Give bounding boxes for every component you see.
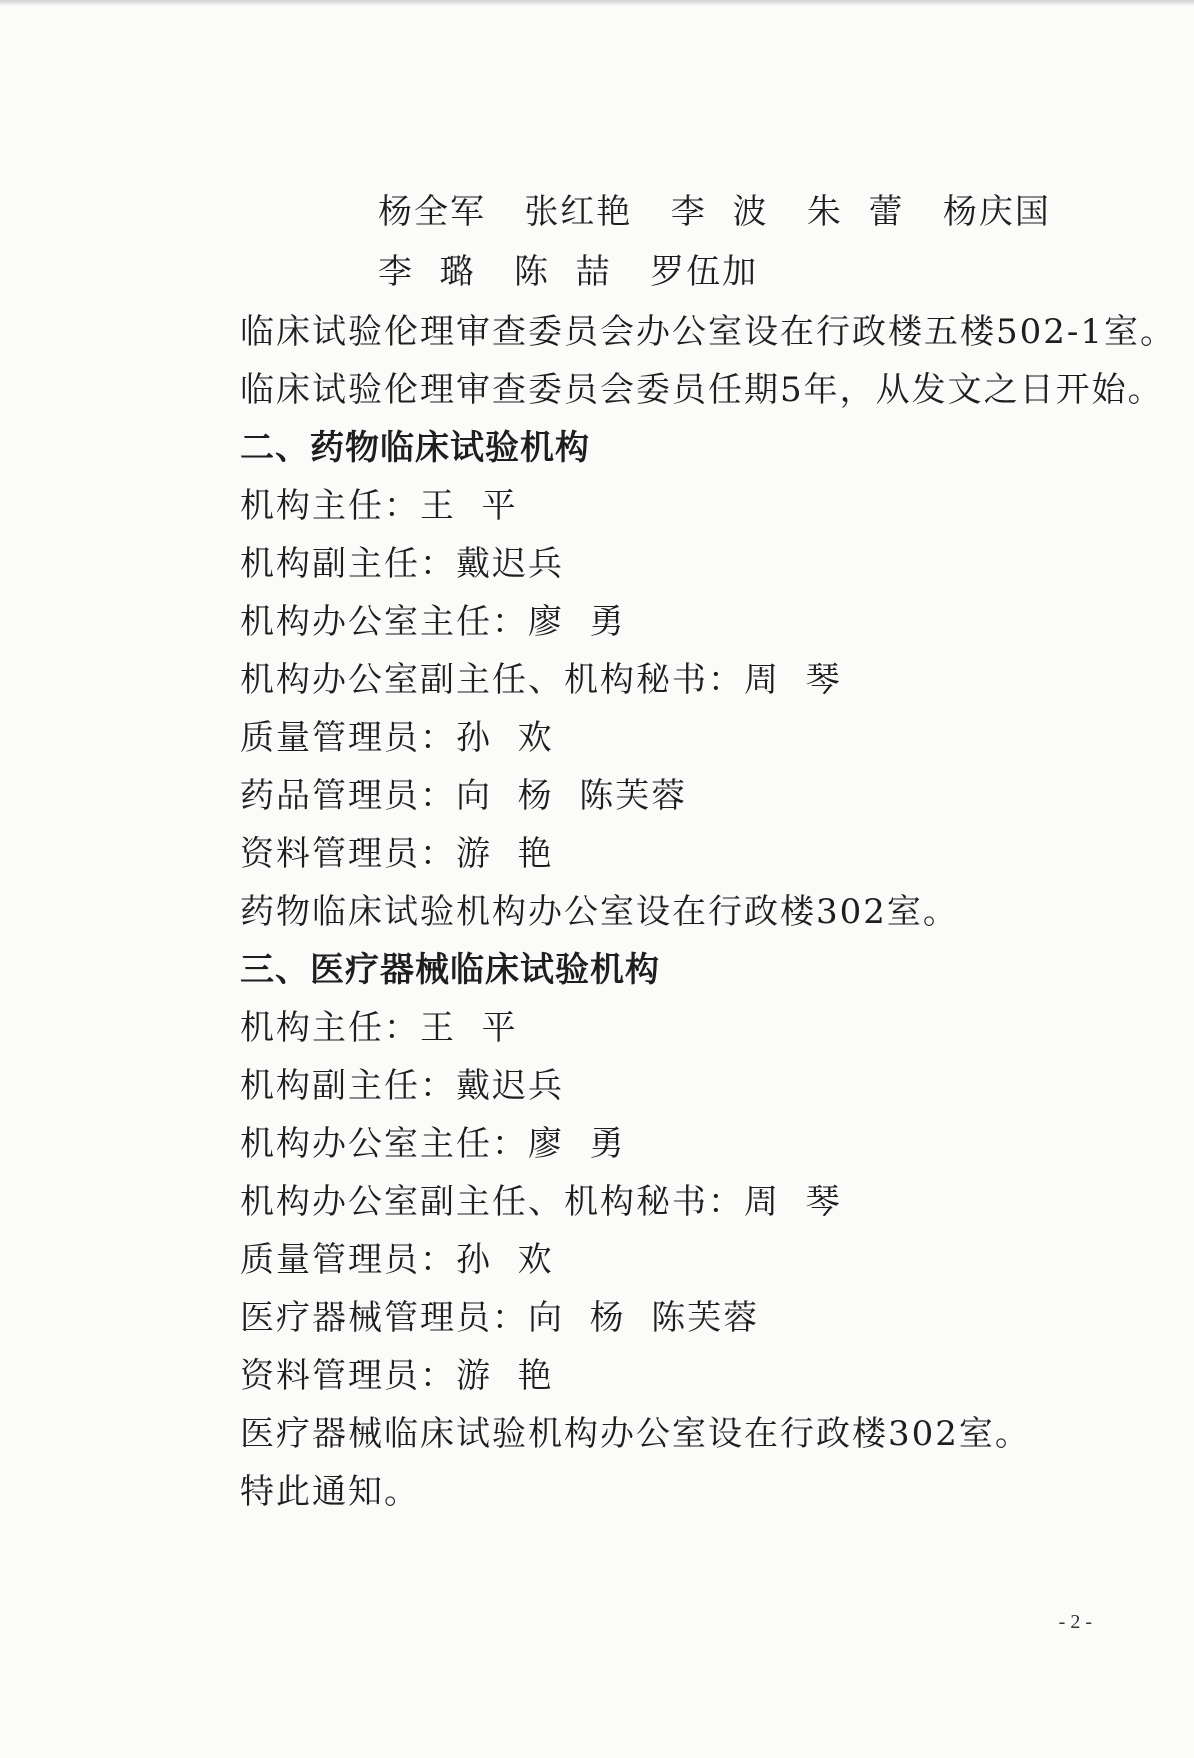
closing-notice: 特此通知。 (240, 1472, 420, 1512)
ethics-office-location: 临床试验伦理审查委员会办公室设在行政楼五楼502-1室。 (240, 312, 1177, 352)
ethics-committee-term: 临床试验伦理审查委员会委员任期5年，从发文之日开始。 (240, 370, 1164, 410)
device-quality-manager: 质量管理员：孙 欢 (240, 1240, 554, 1280)
drug-manager: 药品管理员：向 杨 陈芙蓉 (240, 776, 688, 816)
drug-document-manager: 资料管理员：游 艳 (240, 834, 554, 874)
device-manager: 医疗器械管理员：向 杨 陈芙蓉 (240, 1298, 760, 1338)
device-institution-heading: 三、医疗器械临床试验机构 (240, 950, 660, 990)
drug-deputy-director: 机构副主任：戴迟兵 (240, 544, 564, 584)
drug-office-deputy-secretary: 机构办公室副主任、机构秘书：周 琴 (240, 660, 842, 700)
drug-director: 机构主任：王 平 (240, 486, 518, 526)
member-names-line-1: 杨全军 张红艳 李 波 朱 蕾 杨庆国 (378, 192, 1051, 232)
device-office-deputy-secretary: 机构办公室副主任、机构秘书：周 琴 (240, 1182, 842, 1222)
drug-institution-heading: 二、药物临床试验机构 (240, 428, 590, 468)
drug-office-location: 药物临床试验机构办公室设在行政楼302室。 (240, 892, 959, 932)
device-office-director: 机构办公室主任：廖 勇 (240, 1124, 626, 1164)
member-names-line-2: 李 璐 陈 喆 罗伍加 (378, 252, 759, 292)
page-number: - 2 - (1058, 1611, 1092, 1633)
device-office-location: 医疗器械临床试验机构办公室设在行政楼302室。 (240, 1414, 1031, 1454)
device-document-manager: 资料管理员：游 艳 (240, 1356, 554, 1396)
device-director: 机构主任：王 平 (240, 1008, 518, 1048)
drug-office-director: 机构办公室主任：廖 勇 (240, 602, 626, 642)
device-deputy-director: 机构副主任：戴迟兵 (240, 1066, 564, 1106)
drug-quality-manager: 质量管理员：孙 欢 (240, 718, 554, 758)
